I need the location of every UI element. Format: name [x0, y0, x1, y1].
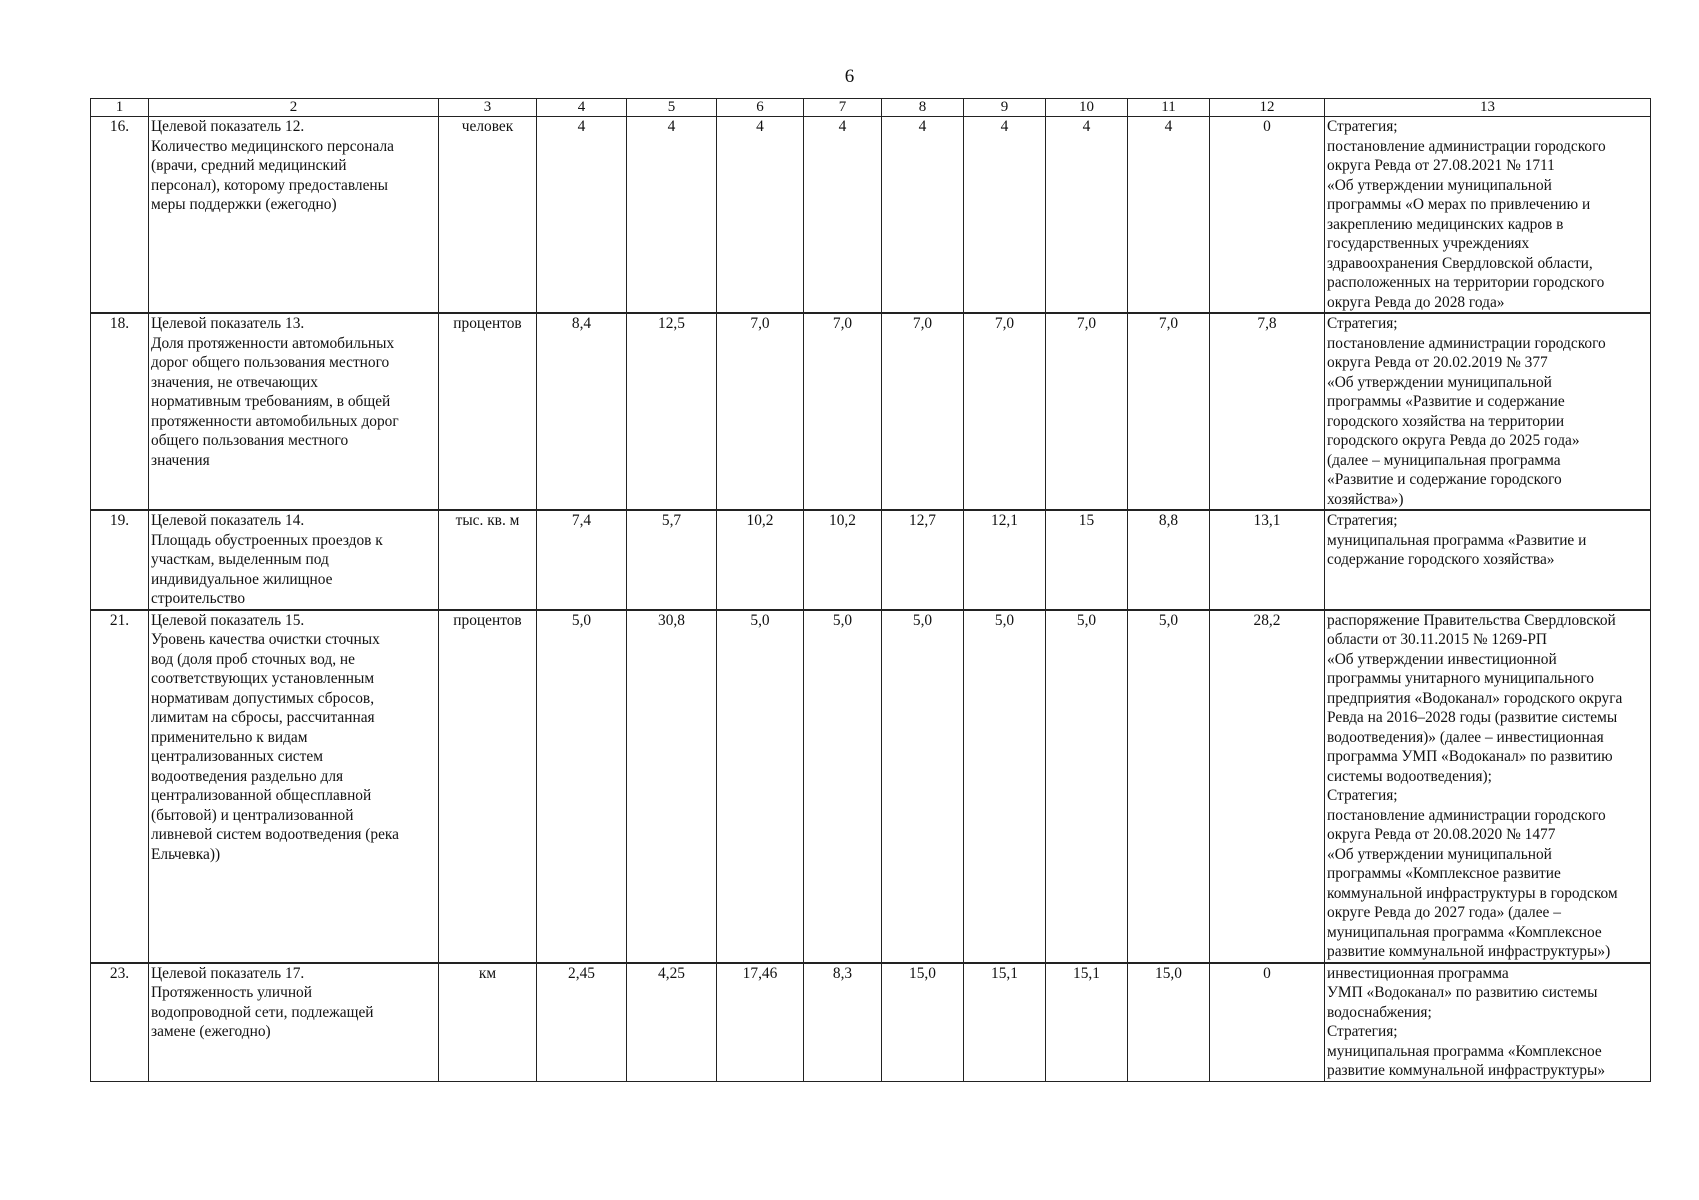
- unit-cell: процентов: [439, 313, 537, 510]
- value-cell: 7,4: [537, 510, 627, 610]
- source-line: постановление администрации городского: [1327, 334, 1606, 352]
- value-cell: 5,0: [964, 610, 1046, 963]
- value-cell: 15,0: [882, 963, 964, 1082]
- source-line: здравоохранения Свердловской области,: [1327, 254, 1593, 272]
- indicator-line: персонал), которому предоставлены: [151, 176, 388, 194]
- source-line: Стратегия;: [1327, 787, 1398, 804]
- indicator-line: Количество медицинского персонала: [151, 137, 394, 155]
- indicator-line: централизованной общесплавной: [151, 787, 372, 804]
- indicator-line: замене (ежегодно): [151, 1023, 271, 1040]
- value-cell: 12,5: [627, 313, 717, 510]
- source-cell: [1325, 963, 1651, 1082]
- row-number-cell: 16.: [91, 117, 149, 314]
- source-line: коммунальной инфраструктуры в городском: [1327, 884, 1618, 902]
- column-header: 12: [1210, 99, 1325, 117]
- indicator-line: Целевой показатель 15.: [151, 611, 305, 629]
- indicator-line: соответствующих установленным: [151, 670, 375, 687]
- value-cell: 4: [717, 117, 804, 314]
- value-cell: 0: [1210, 963, 1325, 1082]
- indicator-line: нормативным требованиям, в общей: [151, 393, 391, 410]
- value-cell: 4: [627, 117, 717, 314]
- value-cell: 4: [964, 117, 1046, 314]
- source-line: государственных учреждениях: [1327, 235, 1530, 252]
- value-cell: 5,0: [537, 610, 627, 963]
- indicator-cell: [149, 963, 439, 1082]
- indicator-line: значения: [151, 451, 210, 469]
- indicator-line: Площадь обустроенных проездов к: [151, 531, 383, 549]
- indicator-line: Доля протяженности автомобильных: [151, 334, 395, 352]
- indicator-line: нормативам допустимых сбросов,: [151, 689, 375, 707]
- indicator-line: Целевой показатель 14.: [151, 512, 305, 529]
- value-cell: 7,0: [717, 313, 804, 510]
- indicator-line: Протяженность уличной: [151, 984, 312, 1001]
- source-line: программы «Развитие и содержание: [1327, 393, 1565, 410]
- value-cell: 4,25: [627, 963, 717, 1082]
- table-row: [91, 510, 1651, 610]
- column-header: 13: [1325, 99, 1651, 117]
- indicator-line: Уровень качества очистки сточных: [151, 631, 380, 648]
- indicator-line: (бытовой) и централизованной: [151, 806, 354, 824]
- source-line: городского округа Ревда до 2025 года»: [1327, 432, 1580, 449]
- source-line: Стратегия;: [1327, 512, 1398, 529]
- column-header: 10: [1046, 99, 1128, 117]
- source-line: «Об утверждении муниципальной: [1327, 373, 1552, 391]
- source-line: развитие коммунальной инфраструктуры»): [1327, 943, 1611, 960]
- source-line: округа Ревда от 20.02.2019 № 377: [1327, 354, 1548, 371]
- value-cell: 13,1: [1210, 510, 1325, 610]
- unit-cell: км: [439, 963, 537, 1082]
- value-cell: 28,2: [1210, 610, 1325, 963]
- value-cell: 15: [1046, 510, 1128, 610]
- column-header: 4: [537, 99, 627, 117]
- value-cell: 12,7: [882, 510, 964, 610]
- value-cell: 0: [1210, 117, 1325, 314]
- indicator-line: строительство: [151, 590, 246, 607]
- indicator-line: лимитам на сбросы, рассчитанная: [151, 709, 375, 726]
- column-header: 9: [964, 99, 1046, 117]
- table-row: [91, 610, 1651, 963]
- value-cell: 10,2: [717, 510, 804, 610]
- value-cell: 5,7: [627, 510, 717, 610]
- source-line: Ревда на 2016–2028 годы (развитие системы: [1327, 709, 1618, 726]
- source-line: постановление администрации городского: [1327, 806, 1606, 824]
- source-line: Стратегия;: [1327, 118, 1398, 135]
- value-cell: 7,0: [964, 313, 1046, 510]
- column-number-header-row: [91, 99, 1651, 117]
- indicator-line: участкам, выделенным под: [151, 551, 329, 568]
- value-cell: 7,8: [1210, 313, 1325, 510]
- indicator-line: меры поддержки (ежегодно): [151, 196, 337, 213]
- source-line: Стратегия;: [1327, 315, 1398, 332]
- source-line: округе Ревда до 2027 года» (далее –: [1327, 904, 1561, 921]
- value-cell: 8,3: [804, 963, 882, 1082]
- indicator-cell: [149, 313, 439, 510]
- row-number-cell: 19.: [91, 510, 149, 610]
- indicator-line: Ельчевка)): [151, 845, 221, 863]
- unit-cell: человек: [439, 117, 537, 314]
- source-line: округа Ревда до 2028 года»: [1327, 293, 1505, 311]
- source-line: округа Ревда от 20.08.2020 № 1477: [1327, 826, 1556, 843]
- table-row: [91, 963, 1651, 1082]
- value-cell: 7,0: [1046, 313, 1128, 510]
- source-line: системы водоотведения);: [1327, 767, 1492, 785]
- value-cell: 4: [804, 117, 882, 314]
- indicator-cell: [149, 610, 439, 963]
- source-line: хозяйства»): [1327, 490, 1404, 508]
- row-number-cell: 23.: [91, 963, 149, 1082]
- source-line: водоснабжения;: [1327, 1003, 1432, 1021]
- value-cell: 10,2: [804, 510, 882, 610]
- value-cell: 4: [537, 117, 627, 314]
- source-line: инвестиционная программа: [1327, 964, 1509, 982]
- value-cell: 5,0: [882, 610, 964, 963]
- source-line: программы унитарного муниципального: [1327, 670, 1594, 687]
- column-header: 1: [91, 99, 149, 117]
- value-cell: 5,0: [804, 610, 882, 963]
- source-line: Стратегия;: [1327, 1023, 1398, 1040]
- page-number: 6: [844, 66, 855, 87]
- indicator-line: ливневой систем водоотведения (река: [151, 826, 399, 843]
- source-cell: [1325, 313, 1651, 510]
- unit-cell: процентов: [439, 610, 537, 963]
- source-line: расположенных на территории городского: [1327, 274, 1605, 291]
- indicator-line: водоотведения раздельно для: [151, 767, 344, 785]
- source-line: водоотведения)» (далее – инвестиционная: [1327, 728, 1604, 746]
- value-cell: 4: [882, 117, 964, 314]
- value-cell: 7,0: [882, 313, 964, 510]
- source-line: содержание городского хозяйства»: [1327, 551, 1555, 568]
- table-row: [91, 117, 1651, 314]
- value-cell: 5,0: [717, 610, 804, 963]
- indicator-line: водопроводной сети, подлежащей: [151, 1003, 374, 1021]
- value-cell: 5,0: [1046, 610, 1128, 963]
- indicator-line: (врачи, средний медицинский: [151, 157, 347, 174]
- indicator-line: Целевой показатель 12.: [151, 118, 305, 135]
- value-cell: 2,45: [537, 963, 627, 1082]
- source-line: «Развитие и содержание городского: [1327, 471, 1562, 488]
- row-number-cell: 18.: [91, 313, 149, 510]
- column-header: 3: [439, 99, 537, 117]
- column-header: 11: [1128, 99, 1210, 117]
- source-line: (далее – муниципальная программа: [1327, 451, 1561, 469]
- source-cell: [1325, 610, 1651, 963]
- column-header: 8: [882, 99, 964, 117]
- source-line: «Об утверждении инвестиционной: [1327, 650, 1557, 668]
- indicator-line: значения, не отвечающих: [151, 373, 318, 391]
- source-line: «Об утверждении муниципальной: [1327, 845, 1552, 863]
- source-line: распоряжение Правительства Свердловской: [1327, 611, 1616, 629]
- source-cell: [1325, 117, 1651, 314]
- value-cell: 8,4: [537, 313, 627, 510]
- indicator-line: централизованных систем: [151, 748, 323, 765]
- unit-cell: тыс. кв. м: [439, 510, 537, 610]
- source-line: «Об утверждении муниципальной: [1327, 176, 1552, 194]
- indicator-cell: [149, 117, 439, 314]
- source-line: программы «О мерах по привлечению и: [1327, 196, 1591, 213]
- source-line: программы «Комплексное развитие: [1327, 865, 1561, 882]
- row-number-cell: 21.: [91, 610, 149, 963]
- indicators-table: [90, 98, 1651, 1082]
- source-line: развитие коммунальной инфраструктуры»: [1327, 1062, 1606, 1079]
- indicator-line: дорог общего пользования местного: [151, 354, 390, 371]
- source-line: муниципальная программа «Развитие и: [1327, 531, 1587, 549]
- value-cell: 7,0: [1128, 313, 1210, 510]
- indicator-line: индивидуальное жилищное: [151, 570, 333, 588]
- source-cell: [1325, 510, 1651, 610]
- indicator-line: вод (доля проб сточных вод, не: [151, 650, 355, 668]
- source-line: УМП «Водоканал» по развитию системы: [1327, 984, 1598, 1001]
- source-line: предприятия «Водоканал» городского округа: [1327, 689, 1623, 707]
- source-line: области от 30.11.2015 № 1269-РП: [1327, 631, 1548, 648]
- column-header: 5: [627, 99, 717, 117]
- indicator-line: Целевой показатель 13.: [151, 315, 305, 332]
- value-cell: 15,1: [964, 963, 1046, 1082]
- value-cell: 8,8: [1128, 510, 1210, 610]
- column-header: 6: [717, 99, 804, 117]
- source-line: округа Ревда от 27.08.2021 № 1711: [1327, 157, 1555, 174]
- value-cell: 15,1: [1046, 963, 1128, 1082]
- source-line: муниципальная программа «Комплексное: [1327, 923, 1602, 941]
- source-line: городского хозяйства на территории: [1327, 412, 1565, 430]
- column-header: 2: [149, 99, 439, 117]
- indicator-line: применительно к видам: [151, 728, 308, 746]
- value-cell: 17,46: [717, 963, 804, 1082]
- value-cell: 4: [1128, 117, 1210, 314]
- source-line: муниципальная программа «Комплексное: [1327, 1042, 1602, 1060]
- value-cell: 30,8: [627, 610, 717, 963]
- value-cell: 5,0: [1128, 610, 1210, 963]
- indicator-line: протяженности автомобильных дорог: [151, 412, 399, 430]
- column-header: 7: [804, 99, 882, 117]
- table-row: [91, 313, 1651, 510]
- value-cell: 12,1: [964, 510, 1046, 610]
- value-cell: 7,0: [804, 313, 882, 510]
- indicator-cell: [149, 510, 439, 610]
- indicator-line: Целевой показатель 17.: [151, 964, 305, 982]
- value-cell: 15,0: [1128, 963, 1210, 1082]
- source-line: постановление администрации городского: [1327, 137, 1606, 155]
- value-cell: 4: [1046, 117, 1128, 314]
- source-line: закреплению медицинских кадров в: [1327, 215, 1564, 233]
- indicator-line: общего пользования местного: [151, 432, 349, 449]
- source-line: программа УМП «Водоканал» по развитию: [1327, 748, 1613, 765]
